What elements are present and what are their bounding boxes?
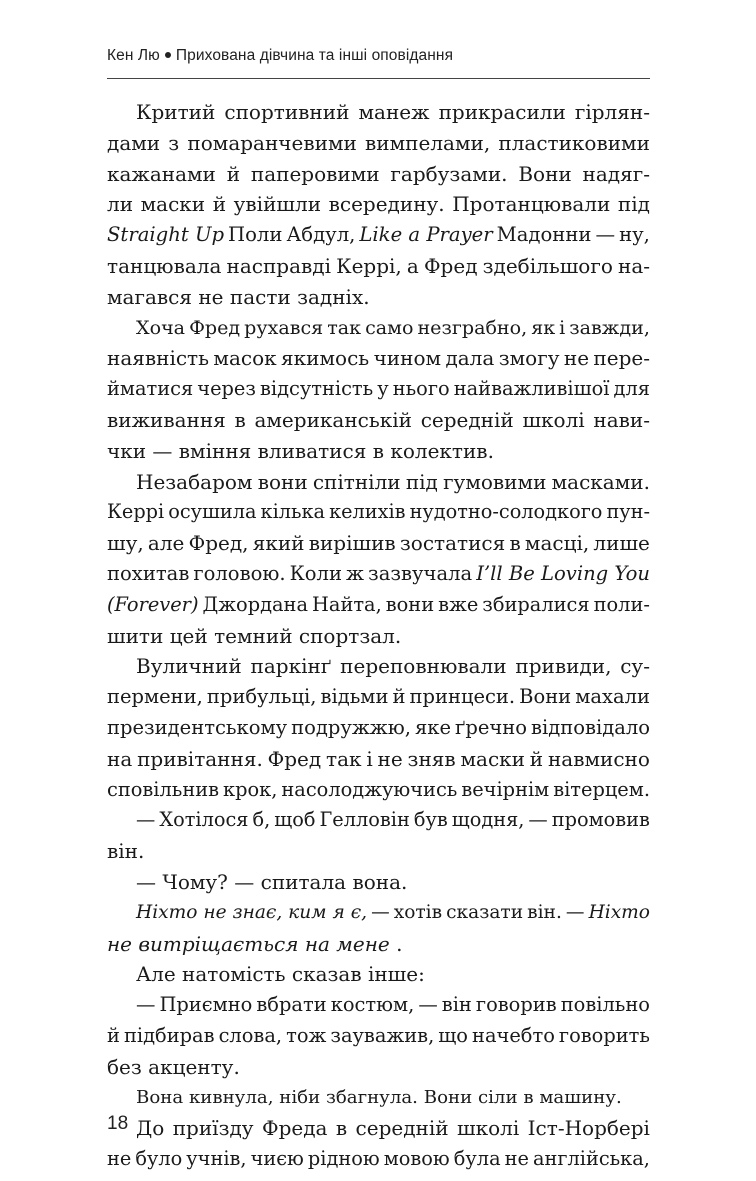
text-word: тож [286,1023,327,1047]
text-word: з [168,130,180,155]
text-word: вміння [178,438,252,463]
text-word: в [335,1116,348,1141]
text-word: б, [252,808,271,832]
text-word: поли- [593,592,650,616]
text-line [107,682,650,713]
text-word: Іст-Норбері [527,1116,650,1141]
text-word: — [152,438,173,463]
text-word: в [234,407,246,432]
text-word: в [372,438,384,463]
text-word: сказав [291,962,362,987]
text-word: До [136,1116,165,1141]
text-word: лише [593,531,650,556]
text-word: наявність [107,346,210,371]
text-word: вбрати [256,993,327,1017]
text-line [107,867,650,898]
text-word: рухався [244,316,324,339]
text-word: маски [460,746,525,771]
text-word: привітання. [137,746,263,771]
text-line [107,189,650,220]
italic-text: не витріщається на мене [107,931,390,956]
text-word: англійська, [532,1147,650,1171]
text-word: Вони [518,161,572,186]
text-word: Вони [423,1086,473,1108]
text-word: Вуличний [136,654,242,679]
text-line [107,282,650,313]
text-word: й [392,685,406,709]
text-word: дала [445,346,495,371]
text-word: сказати [446,901,524,923]
text-word: принцеси. [409,685,516,709]
text-word: масками. [551,469,650,494]
text-word: щодня, [451,808,525,832]
text-word: начебто [472,1023,555,1047]
text-word: без [107,1054,142,1079]
text-word: він. [107,839,145,864]
italic-text: Ніхто [588,901,650,923]
text-word: шу, [107,531,144,556]
text-word: відповідало [531,715,650,739]
text-word: ну, [619,223,650,247]
text-word: зостатися [399,531,506,556]
text-word: пластиковими [498,130,650,155]
text-line [107,805,650,836]
text-word: середній [355,1116,449,1141]
text-word: натомість [182,962,286,987]
italic-text: I’ll Be Loving You [476,561,650,585]
text-word: хотів [393,901,443,923]
bullet-separator-icon [165,52,171,58]
text-word: Поли [228,223,283,247]
text-word: шити [107,623,164,648]
text-line [107,528,650,559]
text-word: Хотілося [159,808,249,832]
text-word: — [136,869,156,894]
text-word: Фред, [188,531,249,556]
text-line [107,97,650,128]
text-word: не [504,1147,529,1171]
text-word: вже [438,592,479,616]
running-head-book-title: Прихована дівчина та інші оповідання [175,47,454,64]
text-word: нави- [593,407,650,432]
text-word: вона. [352,869,408,894]
text-word: — [234,869,255,894]
text-word: колектив. [390,438,494,463]
text-word: ли [107,192,134,217]
text-word: зауважив, [330,1023,435,1047]
text-word: для [613,377,650,401]
text-line [107,621,650,652]
text-word: середній [420,407,514,432]
text-word: спортзал. [298,623,402,648]
text-word: машину. [539,1086,622,1108]
text-word: паперовими [250,161,380,186]
text-word: — [136,993,156,1017]
text-word: Але [136,962,176,987]
text-word: задніх. [297,284,370,309]
text-word: вливатися [257,438,367,463]
text-word: прикрасили [438,100,566,124]
text-word: ж [346,561,364,585]
text-word: щоб [274,808,316,832]
text-word: — [595,223,616,247]
text-word: говорив [475,993,557,1017]
text-word: насолоджуючись [281,777,458,801]
text-line [107,1021,650,1052]
text-word: танцювала [107,253,222,278]
text-word: головою. [193,561,286,585]
text-word: пермени, [107,685,203,709]
text-word: у [377,377,389,401]
text-word: дами [107,130,161,155]
text-line [107,343,650,374]
text-word: президентському [107,715,288,739]
text-word: в [509,531,521,556]
text-word: — [418,993,438,1017]
text-word: ніби [279,1086,321,1108]
text-word: зазвучала [368,561,473,585]
text-word: й [107,1023,120,1047]
text-word: гірлян- [574,100,650,124]
text-word: змогу [498,346,560,371]
text-word: кивнула, [188,1086,274,1108]
text-line [107,497,650,528]
text-word: су- [620,654,650,679]
text-word: пере- [593,346,650,371]
text-word: прибульці, [206,685,317,709]
text-word: цей [169,623,208,648]
text-word: на- [617,253,650,278]
text-word: школі [522,407,585,432]
text-word: й [212,192,227,217]
text-line [107,1052,650,1083]
text-word: привиди, [515,654,612,679]
text-word: в [523,1086,534,1108]
text-line [107,467,650,498]
text-word: акценту. [148,1054,240,1079]
text-word: Керрі, [336,253,402,278]
text-word: ґречно [455,715,527,739]
text-line [107,1083,650,1114]
text-word: переповнювали [340,654,507,679]
text-word: яке [414,715,451,739]
text-line [107,898,650,929]
text-word: Критий [136,100,216,124]
text-word: манеж [358,100,430,124]
text-word: завжди, [569,316,650,339]
text-line [107,313,650,344]
text-line [107,1144,650,1175]
page-number: 18 [107,1113,129,1134]
text-word: був [413,808,448,832]
text-word: — [565,901,585,923]
text-word: помаранчевими [187,130,357,155]
text-word: нудотно-солодкого [409,500,603,524]
text-word: подружжю, [291,715,411,739]
text-word: під [617,192,650,217]
text-word: магався [107,284,192,309]
text-word: увійшли [233,192,322,217]
text-word: він. [527,901,562,923]
text-word: Мадонни [496,223,592,247]
text-word: збиралися [482,592,590,616]
text-word: крок, [223,777,278,801]
text-word: надяг- [582,161,650,186]
text-word: Чому? [162,869,228,894]
text-word: не [107,1147,132,1171]
text-line [107,713,650,744]
text-word: говорить [558,1023,650,1047]
text-word: махали [575,685,650,709]
text-word: не [563,346,590,371]
text-word: він [441,993,472,1017]
text-word: і [366,746,373,771]
text-word: масці, [524,531,590,556]
header-rule [107,78,650,79]
text-word: кажанами [107,161,216,186]
text-word: насправді [226,253,331,278]
text-word: промовив [551,808,650,832]
text-line [107,251,650,282]
text-word: . [396,931,403,956]
text-word: сіли [477,1086,518,1108]
text-word: осушила [168,500,257,524]
text-word: Коли [289,561,342,585]
text-word: здебільшого [482,253,613,278]
text-word: сповільнив [107,777,220,801]
text-word: спитала [260,869,347,894]
text-word: Незабаром [136,469,253,494]
text-line [107,159,650,190]
text-line [107,374,650,405]
text-word: й [226,161,241,186]
text-word: йматися [107,377,194,401]
text-word: не [377,746,403,771]
text-word: незграбно, [417,316,528,339]
text-line [107,990,650,1021]
text-word: — [371,901,390,923]
text-line [107,744,650,775]
text-line [107,590,650,621]
text-word: масок [213,346,277,371]
text-word: найважливішої [453,377,610,401]
text-line [107,220,650,251]
italic-text: Like a Prayer [359,223,493,247]
text-word: темний [214,623,293,648]
text-word: на [107,746,133,771]
text-line [107,436,650,467]
text-word: гумовими [443,469,547,494]
text-word: вони [385,592,435,616]
text-word: а [406,253,419,278]
text-word: пасти [229,284,291,309]
text-word: пун- [606,500,650,524]
italic-text: (Forever) [107,592,199,616]
text-word: чиєю [250,1147,304,1171]
text-line [107,959,650,990]
text-word: Гелловін [319,808,410,832]
text-word: гарбузами. [390,161,508,186]
text-word: — [528,808,548,832]
text-word: Джордана [202,592,309,616]
text-line [107,929,650,960]
text-word: чином [373,346,442,371]
body-text [107,97,650,1175]
text-line [107,775,650,806]
text-word: Хоча [136,316,186,339]
text-word: мовою [383,1147,450,1171]
text-word: келихів [329,500,406,524]
text-word: що [438,1023,468,1047]
text-word: інше: [367,962,425,987]
text-line [107,1113,650,1144]
text-word: вечірнім [461,777,550,801]
text-word: рідною [307,1147,380,1171]
running-head-author: Кен Лю [107,47,160,64]
text-line [107,651,650,682]
text-word: але [147,531,185,556]
text-word: нього [392,377,450,401]
text-word: Фред [423,253,478,278]
text-word: маски [140,192,206,217]
text-word: Керрі [107,500,165,524]
text-word: Вони [519,685,572,709]
text-word: вітерцем. [553,777,650,801]
text-word: підбирав [123,1023,215,1047]
text-word: так [327,316,362,339]
text-word: приїзду [172,1116,254,1141]
text-line [107,405,650,436]
text-word: який [252,531,305,556]
text-word: слова, [218,1023,283,1047]
text-word: виживання [107,407,226,432]
text-word: само [365,316,414,339]
text-word: відсутність [260,377,374,401]
text-word: Абдул, [286,223,356,247]
text-word: вони [257,469,308,494]
text-word: костюм, [330,993,415,1017]
text-word: як [531,316,556,339]
text-line [107,836,650,867]
text-word: повільно [560,993,650,1017]
text-word: спітніли [312,469,401,494]
text-word: Приємно [159,993,253,1017]
text-word: під [405,469,438,494]
text-word: школі [457,1116,520,1141]
text-word: через [197,377,256,401]
text-word: — [136,808,156,832]
text-word: учнів, [186,1147,247,1171]
text-word: Вона [136,1086,184,1108]
text-line [107,128,650,159]
italic-text: Straight Up [107,223,225,247]
text-word: Фред [189,316,241,339]
text-word: зняв [407,746,456,771]
text-word: Найта, [312,592,382,616]
text-word: всередину. [328,192,445,217]
italic-text: Ніхто не знає, ким я є, [136,901,368,923]
text-word: Фред [267,746,322,771]
text-word: вирішив [308,531,396,556]
text-word: відьми [320,685,389,709]
text-word: вимпелами, [365,130,491,155]
text-line [107,559,650,590]
text-word: паркінґ [250,654,332,679]
text-word: і [559,316,566,339]
text-word: якимось [281,346,370,371]
text-word: Фреда [261,1116,328,1141]
text-word: Протанцювали [452,192,611,217]
running-head [107,47,453,65]
text-word: було [135,1147,183,1171]
text-word: збагнула. [325,1086,418,1108]
text-word: похитав [107,561,190,585]
text-word: американській [254,407,412,432]
text-word: кілька [260,500,326,524]
text-word: й [529,746,544,771]
text-word: спортивний [224,100,350,124]
text-word: так [326,746,362,771]
text-word: була [453,1147,501,1171]
text-word: навмисно [547,746,650,771]
text-word: чки [107,438,147,463]
text-word: не [198,284,224,309]
